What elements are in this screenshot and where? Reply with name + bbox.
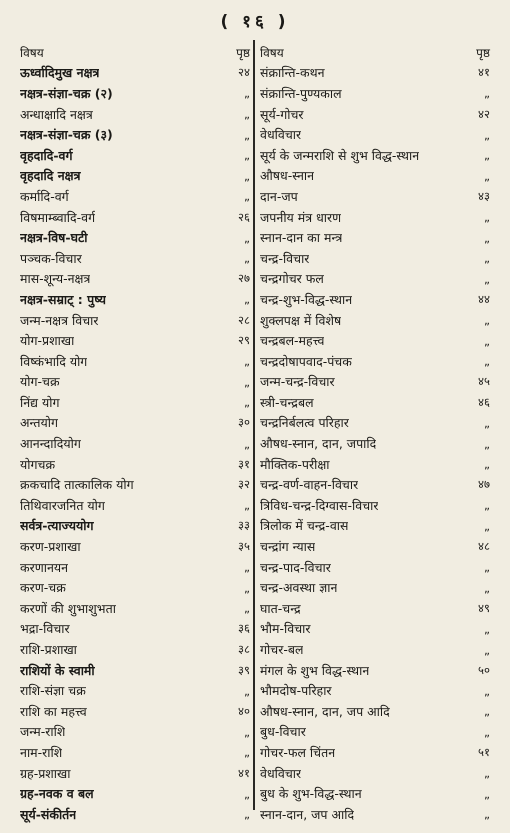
entry-page: „	[484, 86, 490, 101]
entry-title: अन्तयोग	[20, 415, 59, 431]
entry-page: „	[484, 415, 490, 430]
entry-page: „	[244, 807, 250, 822]
index-entry	[260, 166, 490, 187]
index-entry	[260, 639, 490, 660]
entry-page: „	[244, 436, 250, 451]
entry-page: „	[484, 354, 490, 369]
entry-page: ५१	[478, 744, 490, 759]
entry-title: निंद्य योग	[20, 394, 60, 410]
entry-title: क्रकचादि तात्कालिक योग	[20, 477, 134, 493]
entry-title: गोचर-बल	[260, 642, 304, 658]
entry-title: चन्द्रदोषापवाद-पंचक	[260, 353, 352, 369]
index-entry	[260, 63, 490, 84]
entry-page: „	[484, 807, 490, 822]
entry-page: „	[484, 457, 490, 472]
entry-page: ४१	[478, 65, 490, 80]
entry-page: „	[484, 683, 490, 698]
entry-page: „	[244, 86, 250, 101]
index-entry	[260, 722, 490, 743]
left-column	[20, 42, 250, 825]
index-entry	[260, 83, 490, 104]
index-entry	[20, 516, 250, 537]
index-entry	[260, 269, 490, 290]
entry-title: योग-प्रशाखा	[20, 333, 75, 349]
entry-page: „	[484, 210, 490, 225]
entry-page: ३६	[238, 621, 250, 636]
index-entry	[20, 83, 250, 104]
entry-page: २७	[238, 271, 250, 286]
index-entry	[20, 248, 250, 269]
page-number: ( १६ )	[220, 12, 290, 32]
entry-page: ४२	[478, 106, 490, 121]
entry-title: राशि का महत्त्व	[20, 703, 87, 719]
entry-page: „	[484, 498, 490, 513]
index-entry	[20, 124, 250, 145]
entry-page: „	[484, 333, 490, 348]
index-entry	[260, 310, 490, 331]
entry-page: „	[484, 230, 490, 245]
entry-page: ४५	[478, 374, 490, 389]
entry-title: मास-शून्य-नक्षत्र	[20, 271, 91, 287]
index-entry	[20, 186, 250, 207]
entry-page: „	[484, 168, 490, 183]
index-entry	[20, 227, 250, 248]
entry-page: „	[244, 560, 250, 575]
entry-page: ४७	[478, 477, 490, 492]
index-entry	[20, 783, 250, 804]
entry-title: करण-चक्र	[20, 580, 66, 596]
index-entry	[260, 783, 490, 804]
index-entry	[20, 413, 250, 434]
entry-page: „	[244, 148, 250, 163]
index-entry	[260, 248, 490, 269]
entry-page: „	[484, 271, 490, 286]
entry-title: राशियों के स्वामी	[20, 662, 95, 678]
index-entry	[260, 413, 490, 434]
entry-title: घात-चन्द्र	[260, 600, 301, 616]
entry-page: „	[484, 621, 490, 636]
index-entry	[260, 207, 490, 228]
index-entry	[260, 516, 490, 537]
entry-page: ३०	[238, 415, 250, 430]
entry-title: करण-प्रशाखा	[20, 539, 81, 555]
index-entry	[260, 557, 490, 578]
entry-title: औषध-स्नान, दान, जपादि	[260, 436, 377, 452]
index-entry	[20, 598, 250, 619]
index-entry	[20, 804, 250, 825]
page-header: पृष्ठ	[236, 45, 250, 60]
entry-title: वेधविचार	[260, 765, 302, 781]
entry-title: भौम-विचार	[260, 621, 311, 637]
subject-header: विषय	[260, 45, 284, 60]
index-entry	[260, 495, 490, 516]
entry-title: औषध-स्नान	[260, 168, 315, 184]
entry-title: योग-चक्र	[20, 374, 60, 390]
index-entry	[260, 433, 490, 454]
entry-page: २८	[238, 312, 250, 327]
entry-title: वेधविचार	[260, 127, 302, 143]
entry-page: „	[244, 786, 250, 801]
index-entry	[260, 742, 490, 763]
entry-title: जन्म-चन्द्र-विचार	[260, 374, 335, 390]
entry-title: गोचर-फल चिंतन	[260, 744, 336, 760]
entry-page: „	[484, 580, 490, 595]
entry-title: ग्रह-नवक व बल	[20, 786, 94, 802]
entry-title: विष्कंभादि योग	[20, 353, 88, 369]
entry-page: „	[244, 395, 250, 410]
index-entry	[260, 454, 490, 475]
entry-page: „	[484, 436, 490, 451]
entry-title: भद्रा-विचार	[20, 621, 70, 637]
page-header: पृष्ठ	[476, 45, 490, 60]
entry-page: „	[484, 704, 490, 719]
entry-title: पञ्चक-विचार	[20, 250, 82, 266]
column-header	[260, 42, 490, 63]
entry-page: ३९	[238, 662, 250, 677]
entry-page: २४	[238, 65, 250, 80]
index-entry	[20, 701, 250, 722]
entry-title: जन्म-नक्षत्र विचार	[20, 312, 99, 328]
entry-title: स्नान-दान का मन्त्र	[260, 230, 343, 246]
entry-page: ५०	[478, 662, 490, 677]
index-entry	[20, 577, 250, 598]
entry-page: „	[244, 683, 250, 698]
index-entry	[260, 392, 490, 413]
entry-page: ४८	[478, 539, 490, 554]
index-entry	[20, 639, 250, 660]
right-entries	[260, 63, 490, 825]
entry-page: ४९	[478, 600, 490, 615]
entry-page: „	[484, 766, 490, 781]
entry-title: नक्षत्र-सम्राट् : पुष्य	[20, 291, 106, 307]
entry-title: संक्रान्ति-कथन	[260, 65, 325, 81]
entry-title: आनन्दादियोग	[20, 436, 81, 452]
entry-title: चन्द्र-पाद-विचार	[260, 559, 331, 575]
entry-title: राशि-प्रशाखा	[20, 642, 77, 658]
entry-title: चन्द्रांग न्यास	[260, 539, 316, 555]
entry-title: त्रिलोक में चन्द्र-वास	[260, 518, 349, 534]
index-entry	[20, 536, 250, 557]
entry-page: २९	[238, 333, 250, 348]
column-divider	[253, 40, 255, 810]
entry-page: „	[244, 107, 250, 122]
right-column	[260, 42, 490, 825]
index-entry	[20, 372, 250, 393]
entry-title: नक्षत्र-संज्ञा-चक्र (३)	[20, 127, 113, 143]
index-entry	[260, 804, 490, 825]
index-entry	[260, 763, 490, 784]
index-entry	[260, 289, 490, 310]
index-entry	[260, 186, 490, 207]
index-entry	[20, 680, 250, 701]
index-entry	[260, 124, 490, 145]
index-entry	[20, 269, 250, 290]
index-entry	[20, 289, 250, 310]
entry-title: चन्द्र-शुभ-विद्ध-स्थान	[260, 291, 353, 307]
entry-page: ४०	[238, 703, 250, 718]
entry-title: मौक्तिक-परीक्षा	[260, 456, 330, 472]
entry-title: भौमदोष-परिहार	[260, 683, 332, 699]
entry-page: ४३	[478, 188, 490, 203]
index-entry	[20, 310, 250, 331]
entry-page: ३३	[238, 518, 250, 533]
entry-title: तिथिवारजनित योग	[20, 497, 105, 513]
entry-page: „	[244, 374, 250, 389]
entry-page: „	[484, 251, 490, 266]
entry-title: संक्रान्ति-पुण्यकाल	[260, 85, 342, 101]
index-entry	[20, 474, 250, 495]
index-entry	[260, 701, 490, 722]
entry-page: ४१	[238, 765, 250, 780]
index-entry	[260, 104, 490, 125]
entry-page: „	[244, 724, 250, 739]
index-entry	[20, 557, 250, 578]
entry-title: स्त्री-चन्द्रबल	[260, 394, 314, 410]
entry-title: शुक्लपक्ष में विशेष	[260, 312, 342, 328]
index-entry	[260, 474, 490, 495]
entry-title: नक्षत्र-संज्ञा-चक्र (२)	[20, 85, 113, 101]
entry-page: „	[244, 127, 250, 142]
left-entries	[20, 63, 250, 825]
index-entry	[20, 63, 250, 84]
entry-title: योगचक्र	[20, 456, 56, 472]
entry-title: अन्धाक्षादि नक्षत्र	[20, 106, 93, 122]
entry-title: चन्द्रनिर्बलत्व परिहार	[260, 415, 349, 431]
index-entry	[260, 330, 490, 351]
entry-title: दान-जप	[260, 188, 298, 204]
index-entry	[20, 722, 250, 743]
entry-page: „	[244, 168, 250, 183]
entry-page: „	[484, 560, 490, 575]
index-entry	[20, 392, 250, 413]
entry-page: ३२	[238, 477, 250, 492]
entry-title: वृहदादि-वर्ग	[20, 147, 73, 163]
entry-page: ४४	[478, 291, 490, 306]
index-entry	[20, 454, 250, 475]
index-entry	[260, 577, 490, 598]
index-entry	[20, 619, 250, 640]
entry-page: „	[244, 498, 250, 513]
index-entry	[20, 104, 250, 125]
entry-title: सूर्य के जन्मराशि से शुभ विद्ध-स्थान	[260, 147, 420, 163]
entry-page: „	[484, 642, 490, 657]
entry-title: औषध-स्नान, दान, जप आदि	[260, 703, 390, 719]
index-entry	[260, 536, 490, 557]
index-entry	[20, 495, 250, 516]
entry-title: ग्रह-प्रशाखा	[20, 765, 71, 781]
entry-page: ३५	[238, 539, 250, 554]
entry-page: „	[244, 230, 250, 245]
entry-title: वृहदादि नक्षत्र	[20, 168, 81, 184]
entry-title: जन्म-राशि	[20, 724, 66, 740]
entry-title: जपनीय मंत्र धारण	[260, 209, 342, 225]
index-entry	[260, 372, 490, 393]
index-entry	[20, 207, 250, 228]
index-entry	[20, 330, 250, 351]
entry-title: ऊर्ध्वादिमुख नक्षत्र	[20, 65, 100, 81]
index-entry	[20, 145, 250, 166]
index-entry	[20, 763, 250, 784]
entry-page: „	[244, 601, 250, 616]
index-entry	[20, 166, 250, 187]
index-entry	[20, 351, 250, 372]
entry-title: सूर्य-संकीर्तन	[20, 806, 77, 822]
entry-page: „	[244, 292, 250, 307]
entry-page: „	[484, 786, 490, 801]
entry-title: मंगल के शुभ विद्ध-स्थान	[260, 662, 370, 678]
index-entry	[260, 680, 490, 701]
entry-title: राशि-संज्ञा चक्र	[20, 683, 86, 699]
entry-page: २६	[238, 209, 250, 224]
entry-title: चन्द्र-अवस्था ज्ञान	[260, 580, 338, 596]
entry-page: „	[484, 148, 490, 163]
entry-title: चन्द्रबल-महत्त्व	[260, 333, 325, 349]
column-header	[20, 42, 250, 63]
entry-title: स्नान-दान, जप आदि	[260, 806, 355, 822]
entry-title: कर्मादि-वर्ग	[20, 188, 69, 204]
entry-page: „	[244, 745, 250, 760]
entry-title: सूर्य-गोचर	[260, 106, 304, 122]
entry-title: विषमाम्ब्वादि-वर्ग	[20, 209, 96, 225]
index-entry	[260, 660, 490, 681]
entry-title: करणानयन	[20, 559, 69, 575]
index-entry	[260, 351, 490, 372]
entry-title: नाम-राशि	[20, 744, 63, 760]
entry-title: करणों की शुभाशुभता	[20, 600, 116, 616]
index-entry	[260, 619, 490, 640]
entry-page: „	[484, 127, 490, 142]
entry-title: चन्द्रगोचर फल	[260, 271, 324, 287]
entry-page: „	[244, 251, 250, 266]
entry-title: बुध के शुभ-विद्ध-स्थान	[260, 786, 362, 802]
index-entry	[260, 145, 490, 166]
entry-title: सर्वत्र-त्याज्ययोग	[20, 518, 94, 534]
index-entry	[260, 227, 490, 248]
entry-page: ३८	[238, 642, 250, 657]
index-entry	[20, 660, 250, 681]
entry-page: „	[484, 724, 490, 739]
entry-page: „	[484, 518, 490, 533]
entry-title: बुध-विचार	[260, 724, 306, 740]
entry-title: नक्षत्र-विष-घटी	[20, 230, 88, 246]
index-entry	[20, 742, 250, 763]
entry-page: „	[244, 354, 250, 369]
entry-page: ४६	[478, 394, 490, 409]
index-entry	[20, 433, 250, 454]
index-entry	[260, 598, 490, 619]
entry-title: त्रिविध-चन्द्र-दिग्वास-विचार	[260, 497, 379, 513]
subject-header: विषय	[20, 45, 44, 60]
entry-page: ३१	[238, 456, 250, 471]
entry-page: „	[244, 580, 250, 595]
entry-title: चन्द्र-वर्ण-वाहन-विचार	[260, 477, 359, 493]
entry-page: „	[244, 189, 250, 204]
entry-page: „	[484, 313, 490, 328]
entry-title: चन्द्र-विचार	[260, 250, 310, 266]
